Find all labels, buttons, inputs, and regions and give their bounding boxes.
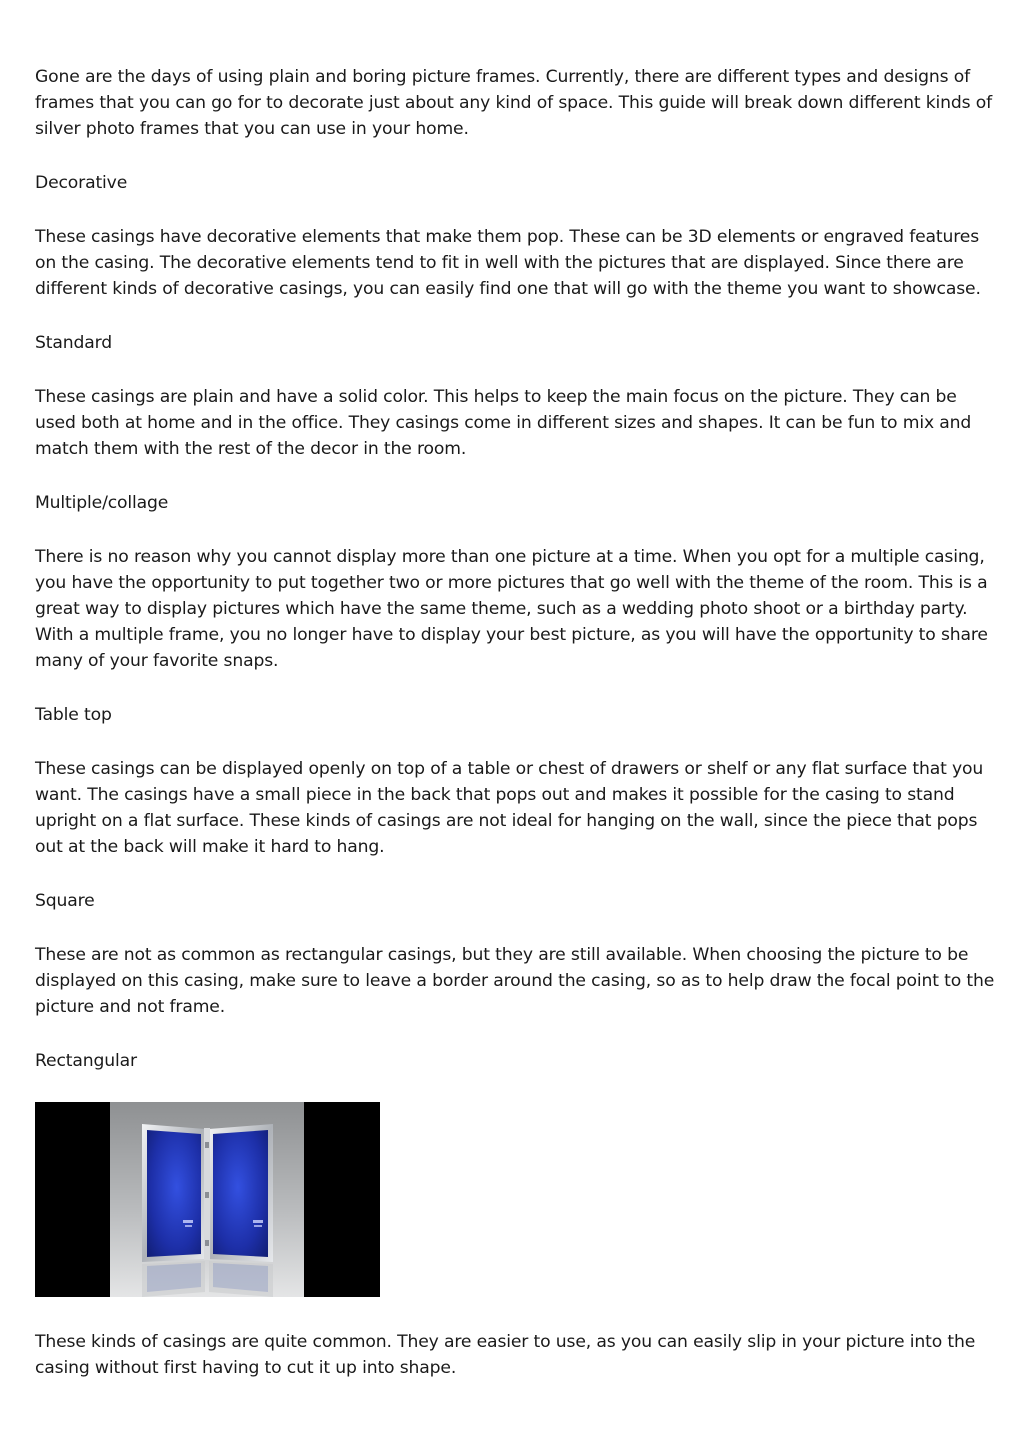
- section-body-standard: These casings are plain and have a solid color. This helps to keep the main focus on the picture. They can be used both at home and in the office. They casings come in different sizes and shapes. It can be fun to mix and match them with the rest of the decor in the room.: [35, 387, 972, 459]
- section-heading-multiple-collage: Multiple/collage: [35, 493, 169, 513]
- section-body-multiple-collage: There is no reason why you cannot display more than one picture at a time. When you opt for a multiple casing, you have the opportunity to put together two or more pictures that go well with the theme of the room. This is a great way to display pictures which have the same theme, such as a wedding photo shoot or a birthday party. With a multiple frame, you no longer have to display your best picture, as you will have the opportunity to share many of your favorite snaps.: [35, 547, 988, 671]
- closing-paragraph: These kinds of casings are quite common. They are easier to use, as you can easily slip in your picture into the casing without first having to cut it up into shape.: [35, 1332, 976, 1378]
- section-body-decorative: These casings have decorative elements that make them pop. These can be 3D elements or engraved features on the casing. The decorative elements tend to fit in well with the pictures that are displayed. Since there are different kinds of decorative casings, you can easily find one that will go with the theme you want to showcase.: [35, 227, 981, 299]
- section-heading-rectangular: Rectangular: [35, 1051, 137, 1071]
- intro-paragraph: Gone are the days of using plain and boring picture frames. Currently, there are different types and designs of frames that you can go for to decorate just about any kind of space. This guide will break down different kinds of silver photo frames that you can use in your home.: [35, 67, 993, 139]
- double-photo-frame-image: [35, 1102, 380, 1297]
- right-frame-insert: [213, 1130, 268, 1257]
- article: [35, 64, 995, 1409]
- section-heading-standard: Standard: [35, 333, 112, 353]
- left-frame-insert: [147, 1130, 201, 1257]
- section-body-table-top: These casings can be displayed openly on top of a table or chest of drawers or shelf or any flat surface that you want. The casings have a small piece in the back that pops out and makes it possible for the casing to stand upright on a flat surface. These kinds of casings are not ideal for hanging on the wall, since the piece that pops out at the back will make it hard to hang.: [35, 759, 984, 857]
- section-body-square: These are not as common as rectangular casings, but they are still available. When choosing the picture to be displayed on this casing, make sure to leave a border around the casing, so as to help draw the focal point to the picture and not frame.: [35, 945, 995, 1017]
- section-heading-square: Square: [35, 891, 95, 911]
- section-heading-decorative: Decorative: [35, 173, 128, 193]
- section-heading-table-top: Table top: [35, 705, 112, 725]
- frame-photo-illustration: [35, 1102, 380, 1297]
